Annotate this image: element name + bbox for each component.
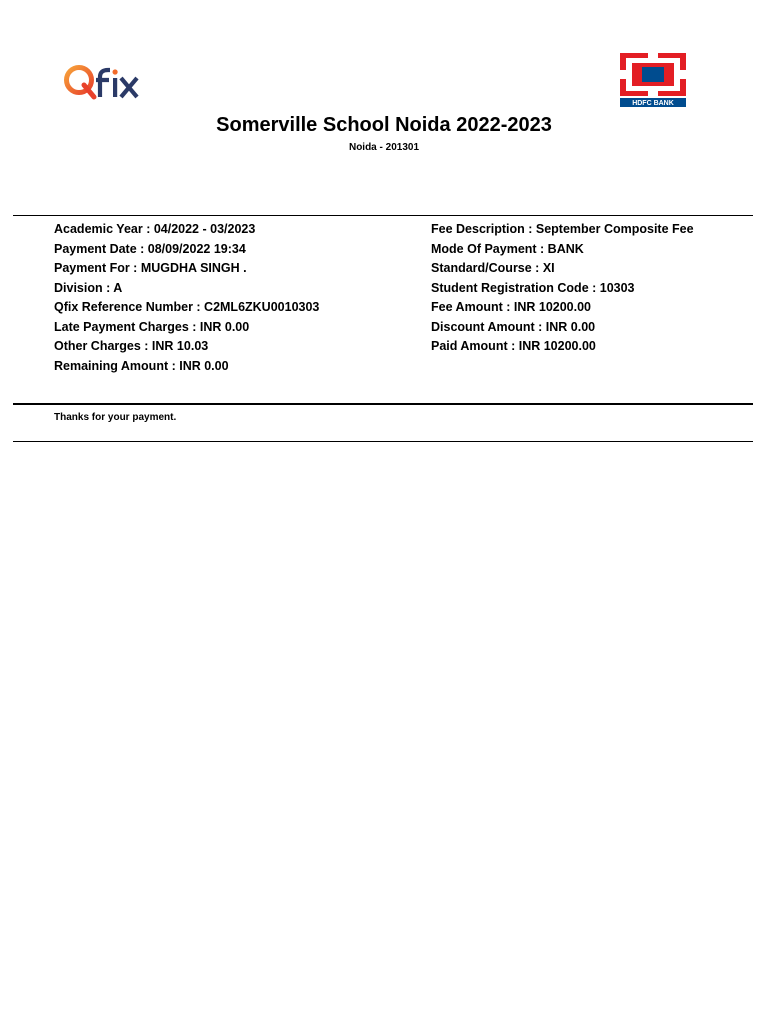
qfix-reference-number: Qfix Reference Number : C2ML6ZKU0010303 [54, 300, 320, 314]
payment-date: Payment Date : 08/09/2022 19:34 [54, 241, 246, 256]
paid-amount: Paid Amount : INR 10200.00 [431, 339, 596, 353]
student-registration-code: Student Registration Code : 10303 [431, 280, 635, 295]
fee-description: Fee Description : September Composite Fee [431, 222, 694, 236]
divider-bottom [13, 441, 753, 442]
thanks-message: Thanks for your payment. [54, 412, 177, 423]
payment-for: Payment For : MUGDHA SINGH . [54, 261, 247, 275]
remaining-amount: Remaining Amount : INR 0.00 [54, 358, 229, 373]
divider-middle [13, 403, 753, 405]
standard-course: Standard/Course : XI [431, 261, 555, 275]
receipt-details-left [54, 220, 414, 376]
division: Division : A [54, 280, 123, 295]
mode-of-payment: Mode Of Payment : BANK [431, 241, 584, 256]
fee-amount: Fee Amount : INR 10200.00 [431, 300, 592, 314]
school-address: Noida - 201301 [348, 142, 420, 153]
divider-top [13, 215, 753, 216]
hdfc-bank-logo-icon [620, 53, 686, 107]
qfix-logo-icon [62, 60, 142, 102]
other-charges: Other Charges : INR 10.03 [54, 339, 209, 353]
discount-amount: Discount Amount : INR 0.00 [431, 319, 596, 334]
late-payment-charges: Late Payment Charges : INR 0.00 [54, 319, 250, 334]
receipt-details-right [431, 220, 751, 357]
academic-year: Academic Year : 04/2022 - 03/2023 [54, 222, 256, 236]
hdfc-logo-text: HDFC BANK [632, 100, 674, 107]
school-title: Somerville School Noida 2022-2023 [216, 114, 552, 136]
